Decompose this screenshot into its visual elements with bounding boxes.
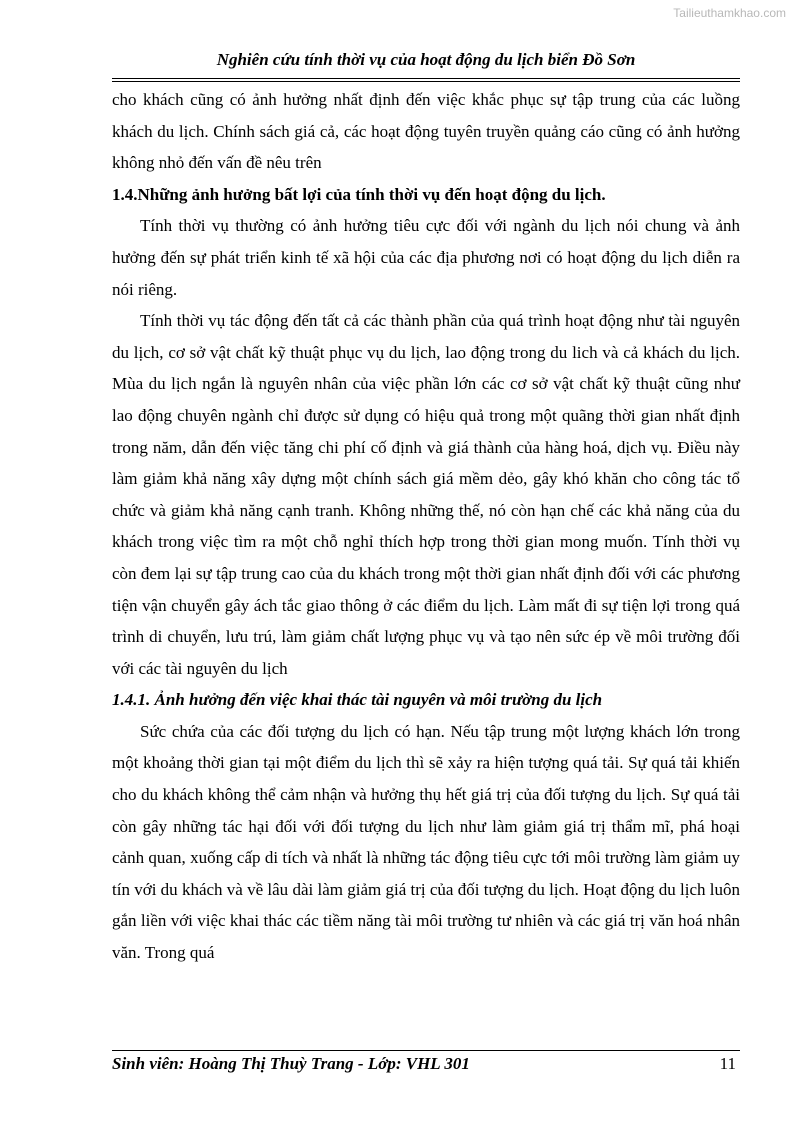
header-divider [112, 78, 740, 82]
watermark: Tailieuthamkhao.com [673, 6, 786, 20]
footer-author: Sinh viên: Hoàng Thị Thuỳ Trang - Lớp: VHL 301 [112, 1054, 470, 1073]
paragraph: Tính thời vụ tác động đến tất cả các thành phần của quá trình hoạt động như tài nguyên du lịch, cơ sở vật chất kỹ thuật phục vụ du lịch, lao động trong du lich và cả khách du lịch. Mùa du lịch ngắn là nguyên nhân của việc phần lớn các cơ sở vật chất kỹ thuật cũng như lao động chuyên ngành chỉ được sử dụng có hiệu quả trong một quãng thời gian nhất định trong năm, dẫn đến việc tăng chi phí cố định và giá thành của hàng hoá, dịch vụ. Điều này làm giảm khả năng xây dựng một chính sách giá mềm dẻo, gây khó khăn cho công tác tổ chức và giảm khả năng cạnh tranh. Không những thế, nó còn hạn chế các khả năng của du khách trong việc tìm ra một chỗ nghỉ thích hợp trong thời gian mong muốn. Tính thời vụ còn đem lại sự tập trung cao của du khách trong một thời gian nhất định đối với các phương tiện vận chuyển gây ách tắc giao thông ở các điểm du lịch. Làm mất đi sự tiện lợi trong quá trình di chuyển, lưu trú, làm giảm chất lượng phục vụ và tạo nên sức ép về môi trường đối với các tài nguyên du lịch [112, 311, 740, 678]
paragraph-continued: cho khách cũng có ảnh hưởng nhất định đến việc khắc phục sự tập trung của các luồng khách du lịch. Chính sách giá cả, các hoạt động tuyên truyền quảng cáo cũng có ảnh hưởng không nhỏ đến vấn đề nêu trên [112, 90, 740, 173]
document-body [112, 84, 740, 969]
paragraph: Sức chứa của các đối tượng du lịch có hạn. Nếu tập trung một lượng khách lớn trong một khoảng thời gian tại một điểm du lịch thì sẽ xảy ra hiện tượng quá tải. Sự quá tải khiến cho du khách không thể cảm nhận và hưởng thụ hết giá trị của đối tượng du lịch. Sự quá tải còn gây những tác hại đối với đối tượng du lịch như làm giảm giá trị thẩm mĩ, phá hoại cảnh quan, xuống cấp di tích và nhất là những tác động tiêu cực tới môi trường làm giảm uy tín với du khách và về lâu dài làm giảm giá trị của đối tượng du lịch. Hoạt động du lịch luôn gắn liền với việc khai thác các tiềm năng tài môi trường tư nhiên và các giá trị văn hoá nhân văn. Trong quá [112, 721, 740, 963]
subsection-heading: 1.4.1. Ảnh hưởng đến việc khai thác tài nguyên và môi trường du lịch [112, 690, 603, 710]
paragraph: Tính thời vụ thường có ảnh hưởng tiêu cực đối với ngành du lịch nói chung và ảnh hưởng đến sự phát triển kinh tế xã hội của các địa phương nơi có hoạt động du lịch diễn ra nói riêng. [112, 216, 740, 299]
page-number: 11 [719, 1054, 736, 1073]
section-heading: 1.4.Những ảnh hưởng bất lợi của tính thời vụ đến hoạt động du lịch. [112, 184, 606, 204]
page-header-title: Nghiên cứu tính thời vụ của hoạt động du lịch biển Đồ Sơn [216, 50, 636, 69]
footer-divider [112, 1050, 740, 1051]
